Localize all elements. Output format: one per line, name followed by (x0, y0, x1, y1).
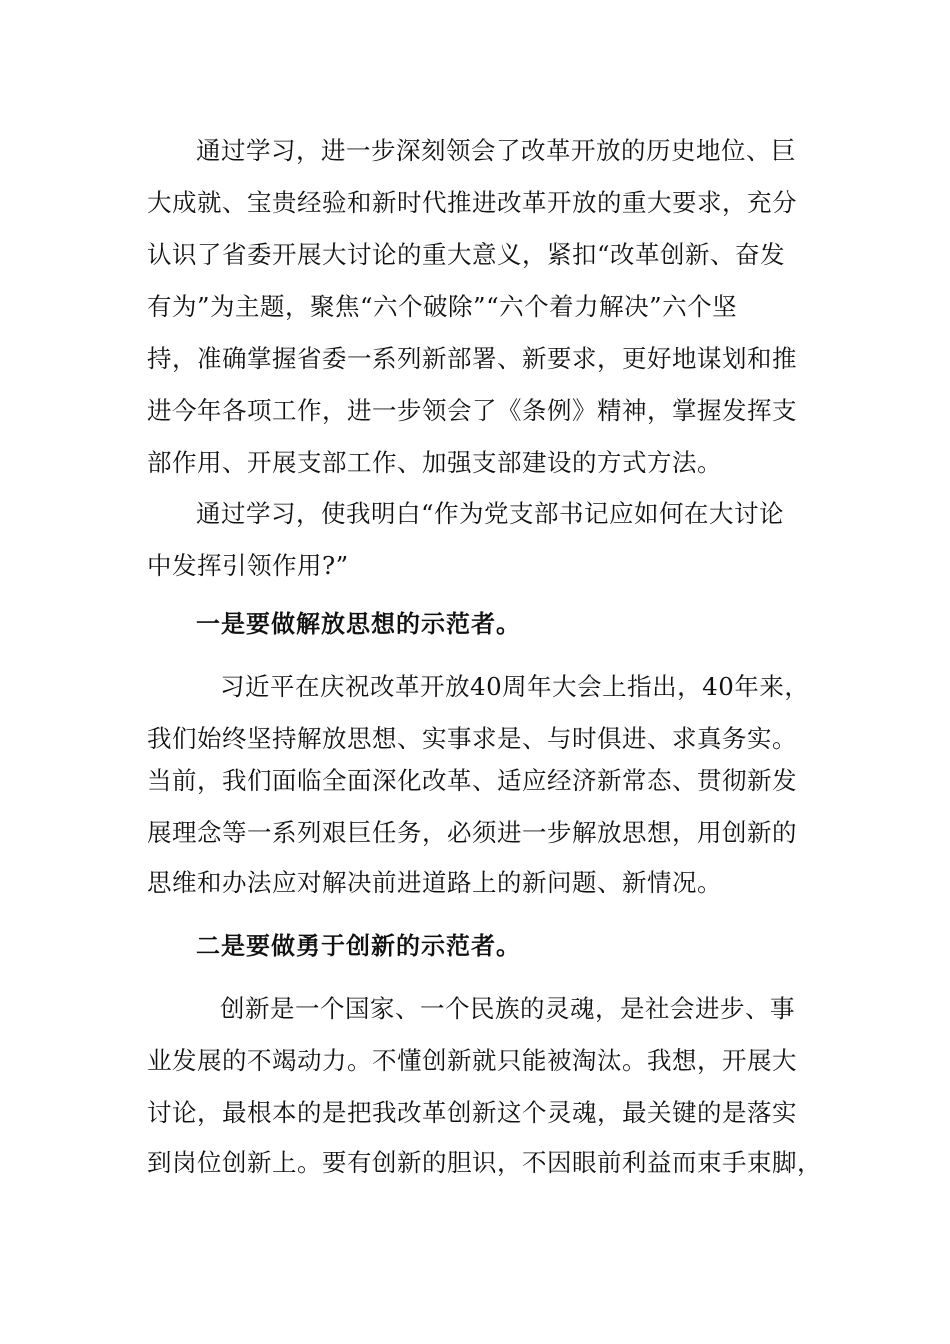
paragraph-1-line-1: 通过学习，进一步深刻领会了改革开放的历史地位、巨 (196, 136, 796, 165)
paragraph-4-line-4: 到岗位创新上。要有创新的胆识，不因眼前利益而束手束脚， (147, 1148, 822, 1177)
section-heading-2: 二是要做勇于创新的示范者。 (196, 932, 521, 960)
paragraph-2-line-1: 通过学习，使我明白“作为党支部书记应如何在大讨论 (196, 499, 785, 528)
paragraph-1-line-4: 有为”为主题，聚焦“六个破除”“六个着力解决”六个坚 (147, 292, 738, 321)
paragraph-4-line-1: 创新是一个国家、一个民族的灵魂，是社会进步、事 (220, 994, 795, 1023)
paragraph-3-line-2: 我们始终坚持解放思想、实事求是、与时俱进、求真务实。 (147, 724, 797, 753)
paragraph-4-line-2: 业发展的不竭动力。不懂创新就只能被淘汰。我想，开展大 (147, 1046, 797, 1075)
paragraph-1-line-5: 持，准确掌握省委一系列新部署、新要求，更好地谋划和推 (147, 344, 797, 373)
section-heading-1: 一是要做解放思想的示范者。 (196, 610, 521, 638)
paragraph-3-line-5: 思维和办法应对解决前进道路上的新问题、新情况。 (147, 868, 722, 897)
paragraph-3-line-3: 当前，我们面临全面深化改革、适应经济新常态、贯彻新发 (147, 766, 797, 795)
paragraph-1-line-2: 大成就、宝贵经验和新时代推进改革开放的重大要求，充分 (147, 188, 797, 217)
paragraph-2-line-2: 中发挥引领作用?” (147, 551, 349, 580)
paragraph-3-line-4: 展理念等一系列艰巨任务，必须进一步解放思想，用创新的 (147, 818, 797, 847)
paragraph-1-line-6: 进今年各项工作，进一步领会了《条例》精神，掌握发挥支 (147, 396, 797, 425)
paragraph-1-line-7: 部作用、开展支部工作、加强支部建设的方式方法。 (147, 448, 722, 477)
paragraph-1-line-3: 认识了省委开展大讨论的重大意义，紧扣“改革创新、奋发 (147, 240, 786, 269)
paragraph-3-line-1: 习近平在庆祝改革开放40周年大会上指出，40年来， (220, 672, 810, 701)
paragraph-4-line-3: 讨论，最根本的是把我改革创新这个灵魂，最关键的是落实 (147, 1098, 797, 1127)
